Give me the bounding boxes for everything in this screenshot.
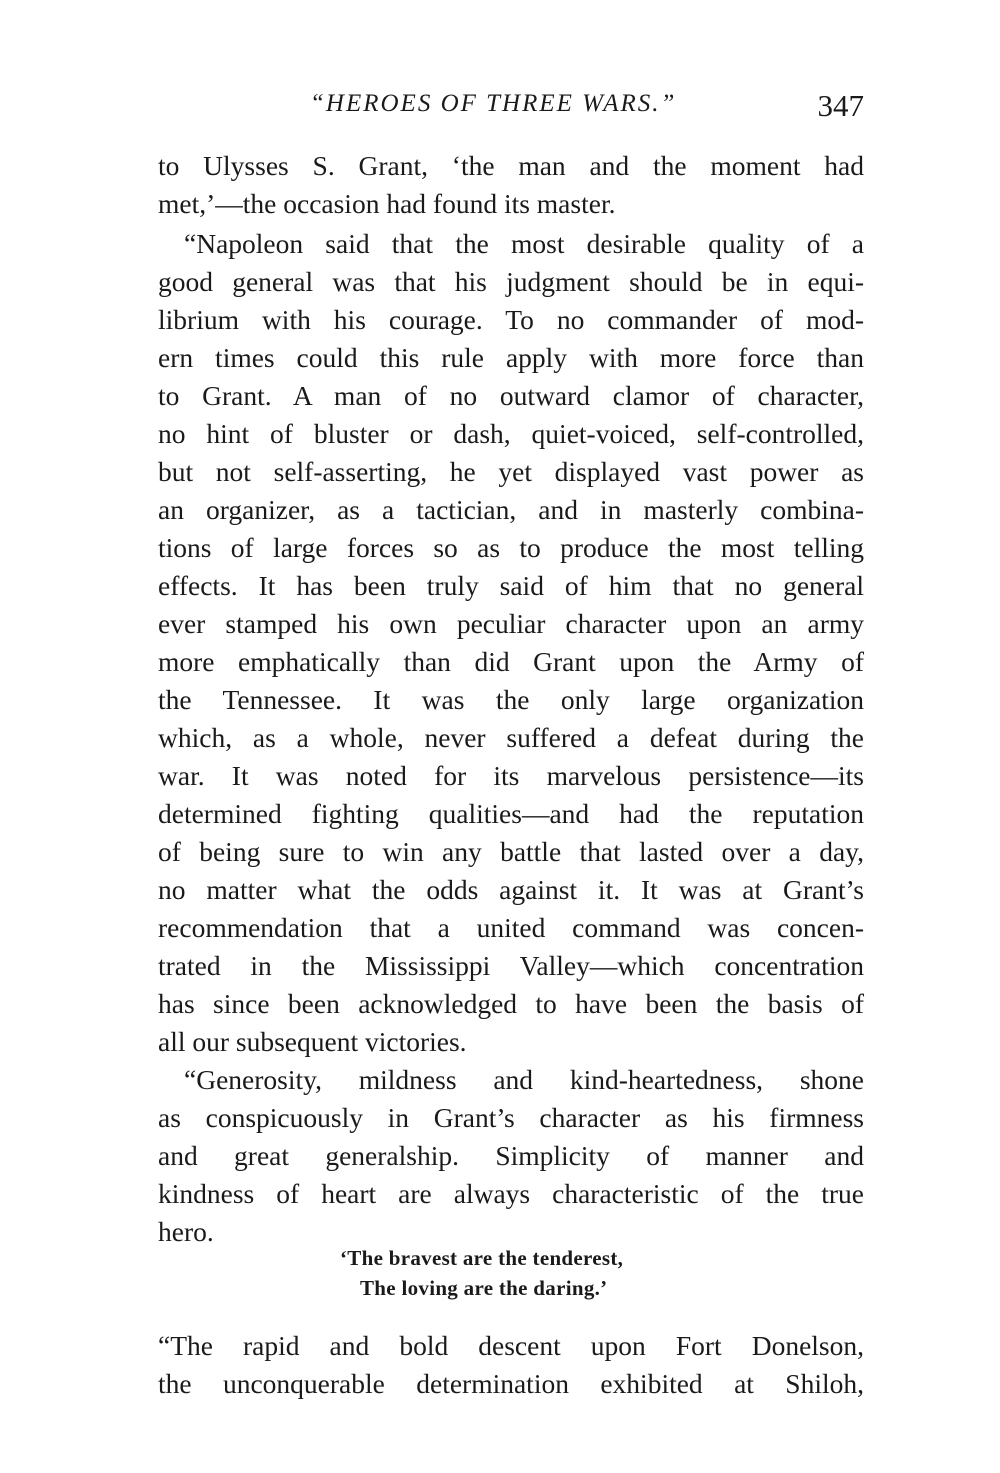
text-line: ern times could this rule apply with more force than xyxy=(158,342,864,373)
text-line: hero. xyxy=(158,1216,214,1247)
text-line: an organizer, as a tactician, and in masterly combina- xyxy=(158,494,864,525)
paragraph-generosity xyxy=(158,1061,864,1251)
text-line: effects. It has been truly said of him that no general xyxy=(158,570,864,601)
verse-quote xyxy=(340,1243,680,1303)
running-title: “HEROES OF THREE WARS.” xyxy=(310,90,677,117)
text-line: good general was that his judgment should be in equi- xyxy=(158,266,864,297)
text-line: “Napoleon said that the most desirable quality of a xyxy=(184,228,864,259)
text-line: no hint of bluster or dash, quiet-voiced, self-controlled, xyxy=(158,418,864,449)
text-line: as conspicuously in Grant’s character as his firmness xyxy=(158,1102,864,1133)
text-line: but not self-asserting, he yet displayed vast power as xyxy=(158,456,864,487)
text-line: all our subsequent victories. xyxy=(158,1026,467,1057)
text-line: met,’—the occasion had found its master. xyxy=(158,188,616,219)
paragraph-continued xyxy=(158,147,864,223)
text-line: trated in the Mississippi Valley—which concentration xyxy=(158,950,864,981)
text-line: more emphatically than did Grant upon the Army of xyxy=(158,646,864,677)
text-line: no matter what the odds against it. It was at Grant’s xyxy=(158,874,864,905)
text-line: recommendation that a united command was concen- xyxy=(158,912,864,943)
text-line: has since been acknowledged to have been the basis of xyxy=(158,988,864,1019)
text-line: kindness of heart are always characteristic of the true xyxy=(158,1178,864,1209)
text-line: of being sure to win any battle that lasted over a day, xyxy=(158,836,864,867)
text-line: war. It was noted for its marvelous persistence—its xyxy=(158,760,864,791)
paragraph-napoleon xyxy=(158,225,864,1061)
page-number: 347 xyxy=(817,88,864,123)
text-line: tions of large forces so as to produce the most telling xyxy=(158,532,864,563)
running-head xyxy=(158,88,864,128)
paragraph-donelson xyxy=(158,1327,864,1403)
text-line: “Generosity, mildness and kind-heartedness, shone xyxy=(184,1064,864,1095)
text-line: determined fighting qualities—and had the reputation xyxy=(158,798,864,829)
text-line: librium with his courage. To no commander of mod- xyxy=(158,304,864,335)
text-line: to Grant. A man of no outward clamor of character, xyxy=(158,380,864,411)
text-line: ever stamped his own peculiar character upon an army xyxy=(158,608,864,639)
verse-line: The loving are the daring.’ xyxy=(360,1276,608,1300)
text-line: to Ulysses S. Grant, ‘the man and the moment had xyxy=(158,150,864,181)
text-line: which, as a whole, never suffered a defeat during the xyxy=(158,722,864,753)
text-line: “The rapid and bold descent upon Fort Donelson, xyxy=(158,1330,864,1361)
text-line: the unconquerable determination exhibited at Shiloh, xyxy=(158,1368,864,1399)
text-line: the Tennessee. It was the only large organization xyxy=(158,684,864,715)
text-line: and great generalship. Simplicity of manner and xyxy=(158,1140,864,1171)
verse-line: ‘The bravest are the tenderest, xyxy=(340,1246,624,1270)
